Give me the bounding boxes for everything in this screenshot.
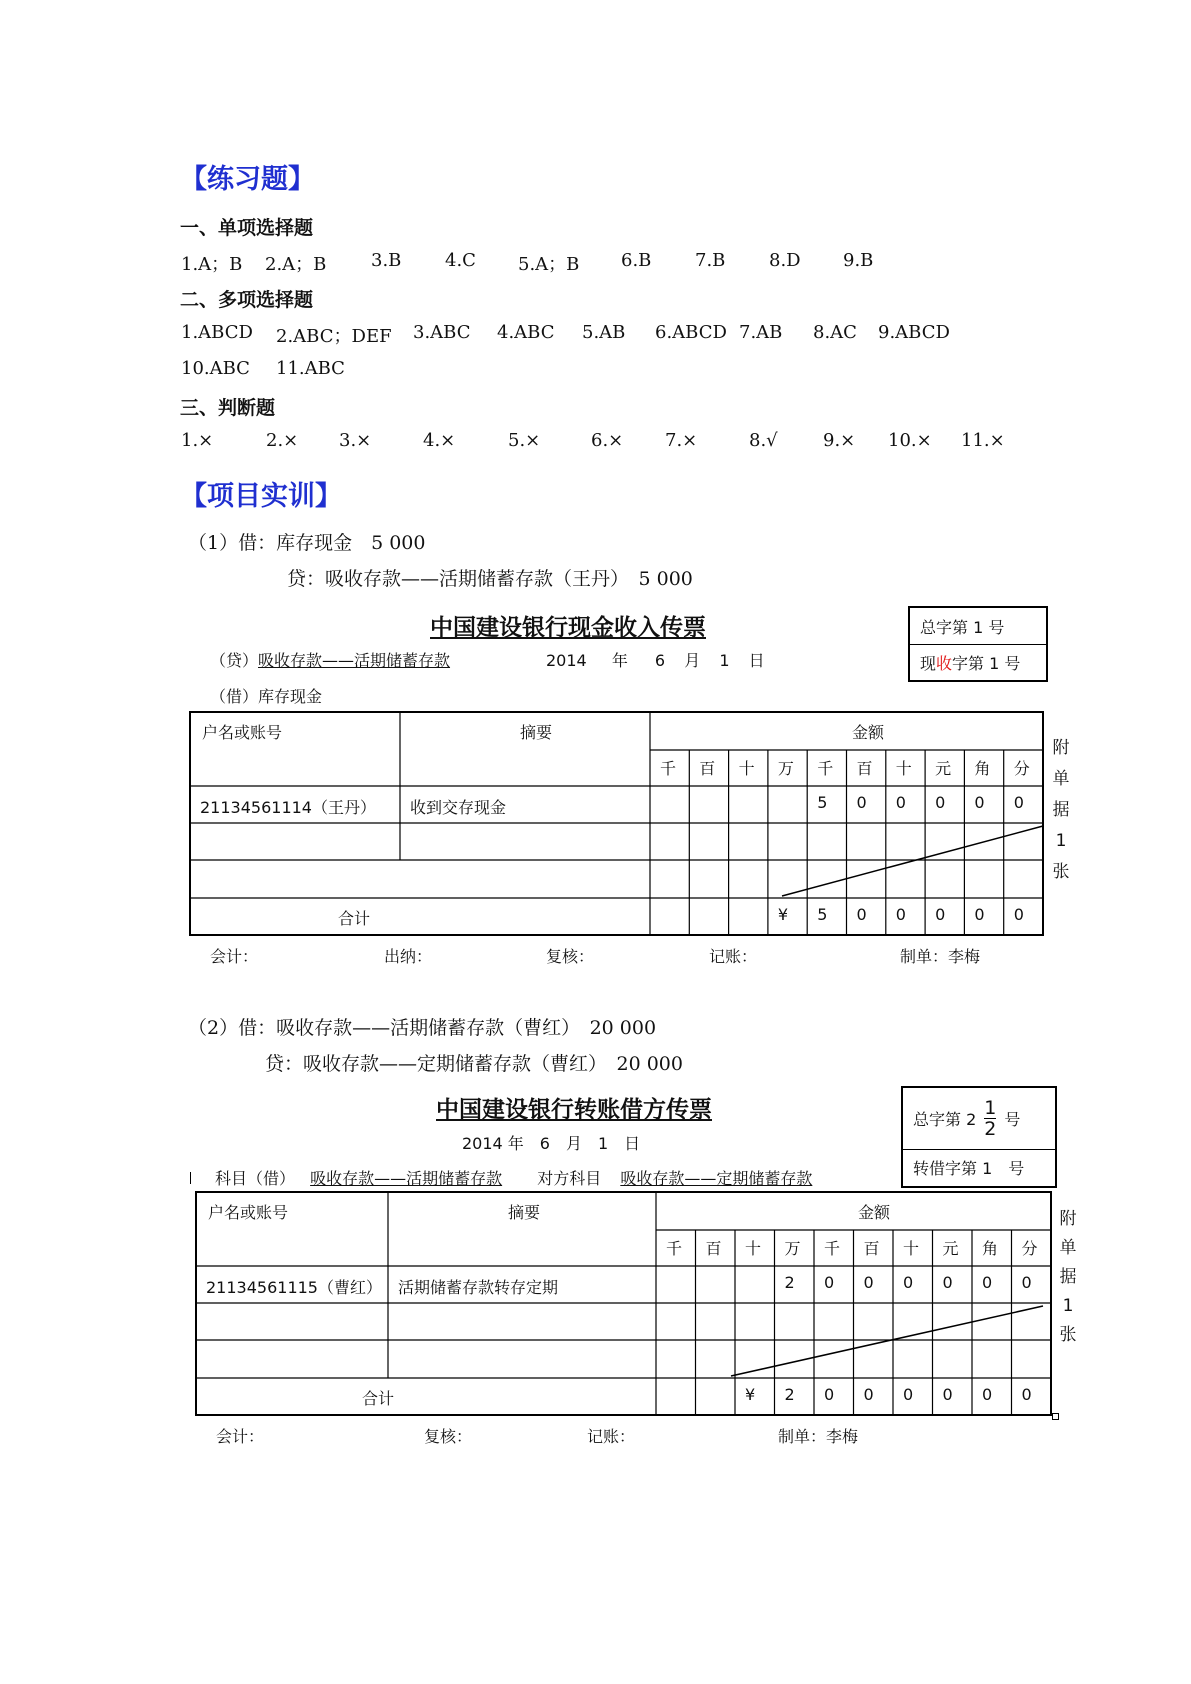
answer-item: 4.× xyxy=(423,430,456,451)
voucher2-anchor-mark xyxy=(190,1172,195,1184)
answer-item: 4.ABC xyxy=(497,322,555,343)
footer-accountant: 会计： xyxy=(216,1427,265,1446)
amount-digit: 0 xyxy=(895,793,906,812)
attach-char: 张 xyxy=(1052,862,1070,882)
answer-item: 3.× xyxy=(339,430,372,451)
amount-unit-header: 十 xyxy=(738,759,755,778)
total-digit: 2 xyxy=(784,1385,795,1404)
amount-unit-header: 分 xyxy=(1013,759,1030,778)
amount-unit-header: 万 xyxy=(784,1239,801,1258)
answer-item: 6.B xyxy=(621,250,652,271)
multi-choice-answers-row2 xyxy=(181,358,481,382)
amount-unit-header: 百 xyxy=(699,759,716,778)
amount-digit: 2 xyxy=(784,1273,795,1292)
amount-digit: 0 xyxy=(1021,1273,1032,1292)
amount-digit: 0 xyxy=(824,1273,835,1292)
amount-unit-header: 十 xyxy=(903,1239,920,1258)
subject-value: 吸收存款——活期储蓄存款 xyxy=(310,1169,503,1188)
voucher1-number-box xyxy=(908,606,1048,682)
total-digit: 0 xyxy=(856,905,867,924)
answer-item: 5.AB xyxy=(582,322,626,343)
attach-char: 附 xyxy=(1052,738,1070,758)
amount-unit-header: 元 xyxy=(942,1239,959,1258)
voucher2-total-number xyxy=(903,1088,1055,1149)
total-digit: 0 xyxy=(863,1385,874,1404)
footer-cashier: 出纳： xyxy=(384,947,433,966)
total-digit: 0 xyxy=(895,905,906,924)
voucher1-credit-line xyxy=(210,648,450,671)
answer-item: 1.A；B xyxy=(181,254,243,275)
amount-unit-header: 角 xyxy=(974,759,991,778)
answer-item: 5.× xyxy=(508,430,541,451)
amount-unit-header: 十 xyxy=(895,759,912,778)
answer-item: 11.× xyxy=(961,430,1005,451)
voucher2-total-label: 合计 xyxy=(362,1389,395,1408)
footer-bookkeeper: 记账： xyxy=(587,1427,636,1446)
amount-digit: 0 xyxy=(974,793,985,812)
amount-digit: 0 xyxy=(1013,793,1024,812)
voucher2-col-summary: 摘要 xyxy=(508,1203,541,1222)
receipt-char-a: 现 xyxy=(920,654,937,673)
footer-bookkeeper: 记账： xyxy=(709,947,758,966)
answer-item: 5.A；B xyxy=(518,254,580,275)
date-year: 2014 xyxy=(546,651,587,670)
total-digit: ¥ xyxy=(777,905,789,924)
total-digit: 5 xyxy=(817,905,828,924)
contra-label: 对方科目 xyxy=(537,1169,602,1188)
answer-item: 1.ABCD xyxy=(181,322,253,343)
answer-item: 6.ABCD xyxy=(655,322,727,343)
attach-char: 据 xyxy=(1059,1267,1077,1287)
entry1-credit: 贷：吸收存款——活期储蓄存款（王丹） 5 000 xyxy=(287,568,693,590)
amount-unit-header: 元 xyxy=(935,759,952,778)
receipt-char-red: 收 xyxy=(936,654,953,673)
footer-preparer: 制单：李梅 xyxy=(900,947,981,966)
amount-digit: 5 xyxy=(817,793,828,812)
total-digit: 0 xyxy=(1013,905,1024,924)
judgment-answers xyxy=(181,430,1021,454)
voucher1-date xyxy=(546,648,765,671)
amount-digit: 0 xyxy=(856,793,867,812)
answer-item: 8.√ xyxy=(749,430,778,451)
voucher2-footer xyxy=(216,1424,1016,1448)
fraction xyxy=(984,1098,996,1139)
voucher1-total-label: 合计 xyxy=(338,909,371,928)
total-digit: 0 xyxy=(1021,1385,1032,1404)
attach-char: 单 xyxy=(1052,769,1070,789)
answer-item: 2.ABC；DEF xyxy=(276,326,392,347)
answer-item: 7.× xyxy=(665,430,698,451)
amount-unit-header: 千 xyxy=(817,759,834,778)
amount-digit: 0 xyxy=(935,793,946,812)
answer-item: 3.B xyxy=(371,250,402,271)
amount-unit-header: 百 xyxy=(705,1239,722,1258)
voucher1-col-amount: 金额 xyxy=(852,723,885,742)
voucher1-col-account: 户名或账号 xyxy=(202,723,283,742)
amount-digit: 0 xyxy=(942,1273,953,1292)
amount-unit-header: 百 xyxy=(863,1239,880,1258)
fraction-bottom: 2 xyxy=(984,1117,997,1140)
answer-item: 7.AB xyxy=(739,322,783,343)
voucher2-resize-handle xyxy=(1052,1413,1059,1420)
amount-unit-header: 千 xyxy=(660,759,677,778)
answer-item: 7.B xyxy=(695,250,726,271)
voucher2-col-account: 户名或账号 xyxy=(208,1203,289,1222)
total-digit: 0 xyxy=(824,1385,835,1404)
date-month-unit: 月 xyxy=(684,651,701,670)
total-number-suffix: 号 xyxy=(1004,1109,1021,1129)
answer-item: 4.C xyxy=(445,250,476,271)
answer-item: 9.ABCD xyxy=(878,322,950,343)
attach-char: 张 xyxy=(1059,1325,1077,1345)
answer-item: 9.B xyxy=(843,250,874,271)
date-year-unit: 年 xyxy=(611,651,628,670)
attach-char: 1 xyxy=(1055,831,1067,851)
multi-choice-heading: 二、多项选择题 xyxy=(180,289,314,311)
amount-unit-header: 分 xyxy=(1021,1239,1038,1258)
voucher2-transfer-number: 转借字第 1 号 xyxy=(903,1149,1055,1186)
answer-item: 6.× xyxy=(591,430,624,451)
credit-label: （贷） xyxy=(210,651,259,670)
entry2-debit: （2）借：吸收存款——活期储蓄存款（曹红） 20 000 xyxy=(188,1017,657,1039)
answer-item: 10.× xyxy=(888,430,932,451)
voucher2-title: 中国建设银行转账借方传票 xyxy=(436,1097,712,1123)
voucher1-receipt-number xyxy=(910,644,1046,680)
answer-item: 8.AC xyxy=(813,322,857,343)
total-number-prefix: 总字第 2 xyxy=(913,1109,977,1129)
answer-item: 1.× xyxy=(181,430,214,451)
attach-char: 附 xyxy=(1059,1209,1077,1229)
voucher2-col-amount: 金额 xyxy=(858,1203,891,1222)
answer-item: 11.ABC xyxy=(276,358,345,379)
footer-reviewer: 复核： xyxy=(424,1427,473,1446)
judgment-heading: 三、判断题 xyxy=(180,397,276,419)
voucher1-debit-line: （借）库存现金 xyxy=(210,687,323,706)
total-digit: 0 xyxy=(935,905,946,924)
voucher2-number-box xyxy=(901,1086,1057,1188)
voucher1-attach xyxy=(1050,733,1072,888)
voucher1-table xyxy=(190,712,1046,938)
total-digit: ¥ xyxy=(745,1385,756,1404)
amount-unit-header: 角 xyxy=(982,1239,999,1258)
date-day: 1 xyxy=(719,651,730,670)
entry1-debit: （1）借：库存现金 5 000 xyxy=(188,532,426,554)
voucher1-title: 中国建设银行现金收入传票 xyxy=(430,615,706,641)
amount-unit-header: 千 xyxy=(666,1239,683,1258)
date-month: 6 xyxy=(654,651,666,670)
answer-item: 8.D xyxy=(769,250,801,271)
amount-unit-header: 千 xyxy=(824,1239,841,1258)
amount-digit: 0 xyxy=(982,1273,993,1292)
amount-unit-header: 百 xyxy=(856,759,873,778)
footer-preparer: 制单：李梅 xyxy=(778,1427,859,1446)
answer-item: 2.× xyxy=(266,430,299,451)
voucher1-row-summary: 收到交存现金 xyxy=(410,798,507,817)
attach-char: 1 xyxy=(1062,1296,1074,1316)
voucher2-table xyxy=(196,1192,1054,1418)
answer-item: 10.ABC xyxy=(181,358,250,379)
voucher1-col-summary: 摘要 xyxy=(520,723,553,742)
total-digit: 0 xyxy=(982,1385,993,1404)
multi-choice-answers-row1 xyxy=(181,322,971,346)
voucher2-row-account: 21134561115（曹红） xyxy=(206,1278,382,1297)
attach-char: 据 xyxy=(1052,800,1070,820)
answer-item: 3.ABC xyxy=(413,322,471,343)
fraction-top: 1 xyxy=(984,1096,997,1119)
footer-accountant: 会计： xyxy=(210,947,259,966)
voucher1-footer xyxy=(210,944,1010,968)
entry2-credit: 贷：吸收存款——定期储蓄存款（曹红） 20 000 xyxy=(265,1053,683,1075)
answer-item: 2.A；B xyxy=(265,254,327,275)
voucher2-attach xyxy=(1057,1205,1079,1350)
voucher2-date: 2014 年 6 月 1 日 xyxy=(462,1134,641,1153)
attach-char: 单 xyxy=(1059,1238,1077,1258)
exercise-heading: 【练习题】 xyxy=(180,164,315,195)
total-digit: 0 xyxy=(942,1385,953,1404)
amount-unit-header: 万 xyxy=(777,759,794,778)
total-digit: 0 xyxy=(974,905,985,924)
subject-label: 科目（借） xyxy=(215,1169,296,1188)
project-heading: 【项目实训】 xyxy=(180,481,342,512)
date-day-unit: 日 xyxy=(748,651,765,670)
receipt-char-b: 字第 1 号 xyxy=(952,654,1021,673)
credit-account: 吸收存款——活期储蓄存款 xyxy=(258,651,451,670)
single-choice-answers xyxy=(181,250,881,274)
contra-value: 吸收存款——定期储蓄存款 xyxy=(620,1169,813,1188)
amount-digit: 0 xyxy=(863,1273,874,1292)
voucher1-row-account: 21134561114（王丹） xyxy=(200,798,376,817)
total-digit: 0 xyxy=(903,1385,914,1404)
amount-digit: 0 xyxy=(903,1273,914,1292)
footer-reviewer: 复核： xyxy=(546,947,595,966)
voucher2-row-summary: 活期储蓄存款转存定期 xyxy=(398,1278,559,1297)
voucher2-subject-line xyxy=(215,1166,812,1189)
voucher1-total-number: 总字第 1 号 xyxy=(920,617,1005,637)
amount-unit-header: 十 xyxy=(745,1239,762,1258)
single-choice-heading: 一、单项选择题 xyxy=(180,217,314,239)
answer-item: 9.× xyxy=(823,430,856,451)
